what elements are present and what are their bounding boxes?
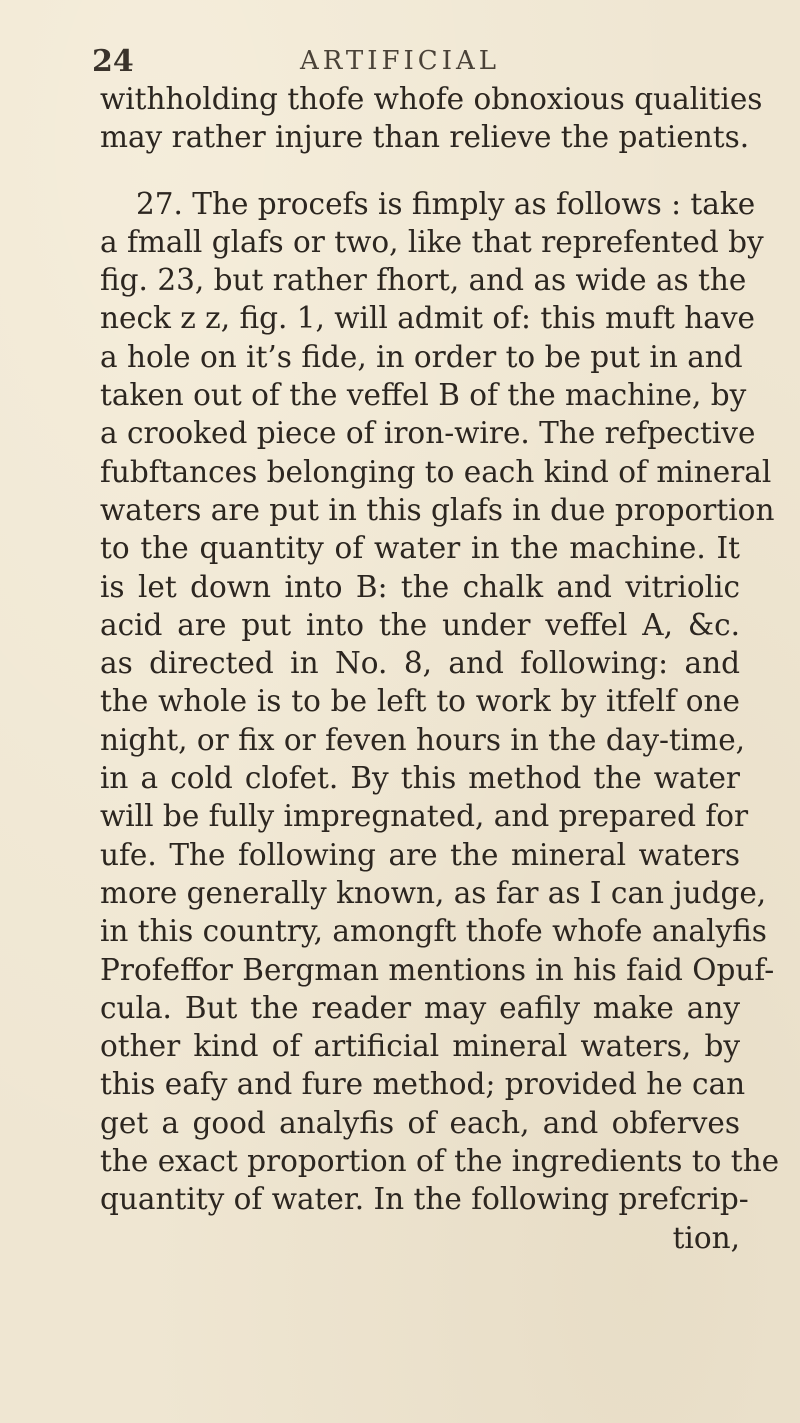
text-line: taken out of the veffel B of the machine, by <box>100 378 747 413</box>
text-line: waters are put in this glafs in due proportion <box>100 492 775 527</box>
text-line: ufe. The following are the mineral waters <box>100 837 740 872</box>
text-line: fubftances belonging to each kind of mineral <box>100 454 772 489</box>
text-line: a crooked piece of iron-wire. The refpective <box>100 416 756 451</box>
text-line: withholding thofe whofe obnoxious qualities <box>100 82 763 116</box>
body-text <box>100 80 780 1257</box>
text-line: other kind of artificial mineral waters, by <box>100 1029 740 1064</box>
text-line: in this country, amongft thofe whofe analyfis <box>100 914 767 949</box>
text-line: neck z z, fig. 1, will admit of: this muft have <box>100 301 755 336</box>
text-line: as directed in No. 8, and following: and <box>100 646 740 681</box>
text-line: is let down into B: the chalk and vitriolic <box>100 569 740 604</box>
text-line: the exact proportion of the ingredients to the <box>100 1144 780 1179</box>
text-line: cula. But the reader may eafily make any <box>100 990 740 1025</box>
text-line: will be fully impregnated, and prepared for <box>100 799 749 834</box>
text-line: to the quantity of water in the machine. It <box>100 531 740 566</box>
text-line: Profeffor Bergman mentions in his faid Opuf- <box>100 952 775 987</box>
text-line: in a cold clofet. By this method the water <box>100 761 740 796</box>
paragraph-start-line: 27. The procefs is fimply as follows : take <box>136 186 756 221</box>
text-line: a fmall glafs or two, like that reprefented by <box>100 224 764 259</box>
page-header <box>0 44 800 84</box>
text-line: night, or fix or feven hours in the day-time, <box>100 722 746 757</box>
page-number: 24 <box>92 44 134 79</box>
text-line: this eafy and fure method; provided he can <box>100 1067 746 1102</box>
text-line: quantity of water. In the following prefcrip- <box>100 1182 749 1217</box>
text-line: may rather injure than relieve the patients. <box>100 120 750 155</box>
text-line: more generally known, as far as I can judge, <box>100 875 767 910</box>
text-line: the whole is to be left to work by itfelf one <box>100 684 740 719</box>
text-line: acid are put into the under veffel A, &c. <box>100 607 740 642</box>
text-line: fig. 23, but rather fhort, and as wide as the <box>100 263 747 298</box>
text-line: a hole on it’s fide, in order to be put in and <box>100 339 743 374</box>
running-head: ARTIFICIAL <box>299 46 501 76</box>
text-line: get a good analyfis of each, and obferves <box>100 1105 740 1140</box>
catchword: tion, <box>672 1220 740 1255</box>
